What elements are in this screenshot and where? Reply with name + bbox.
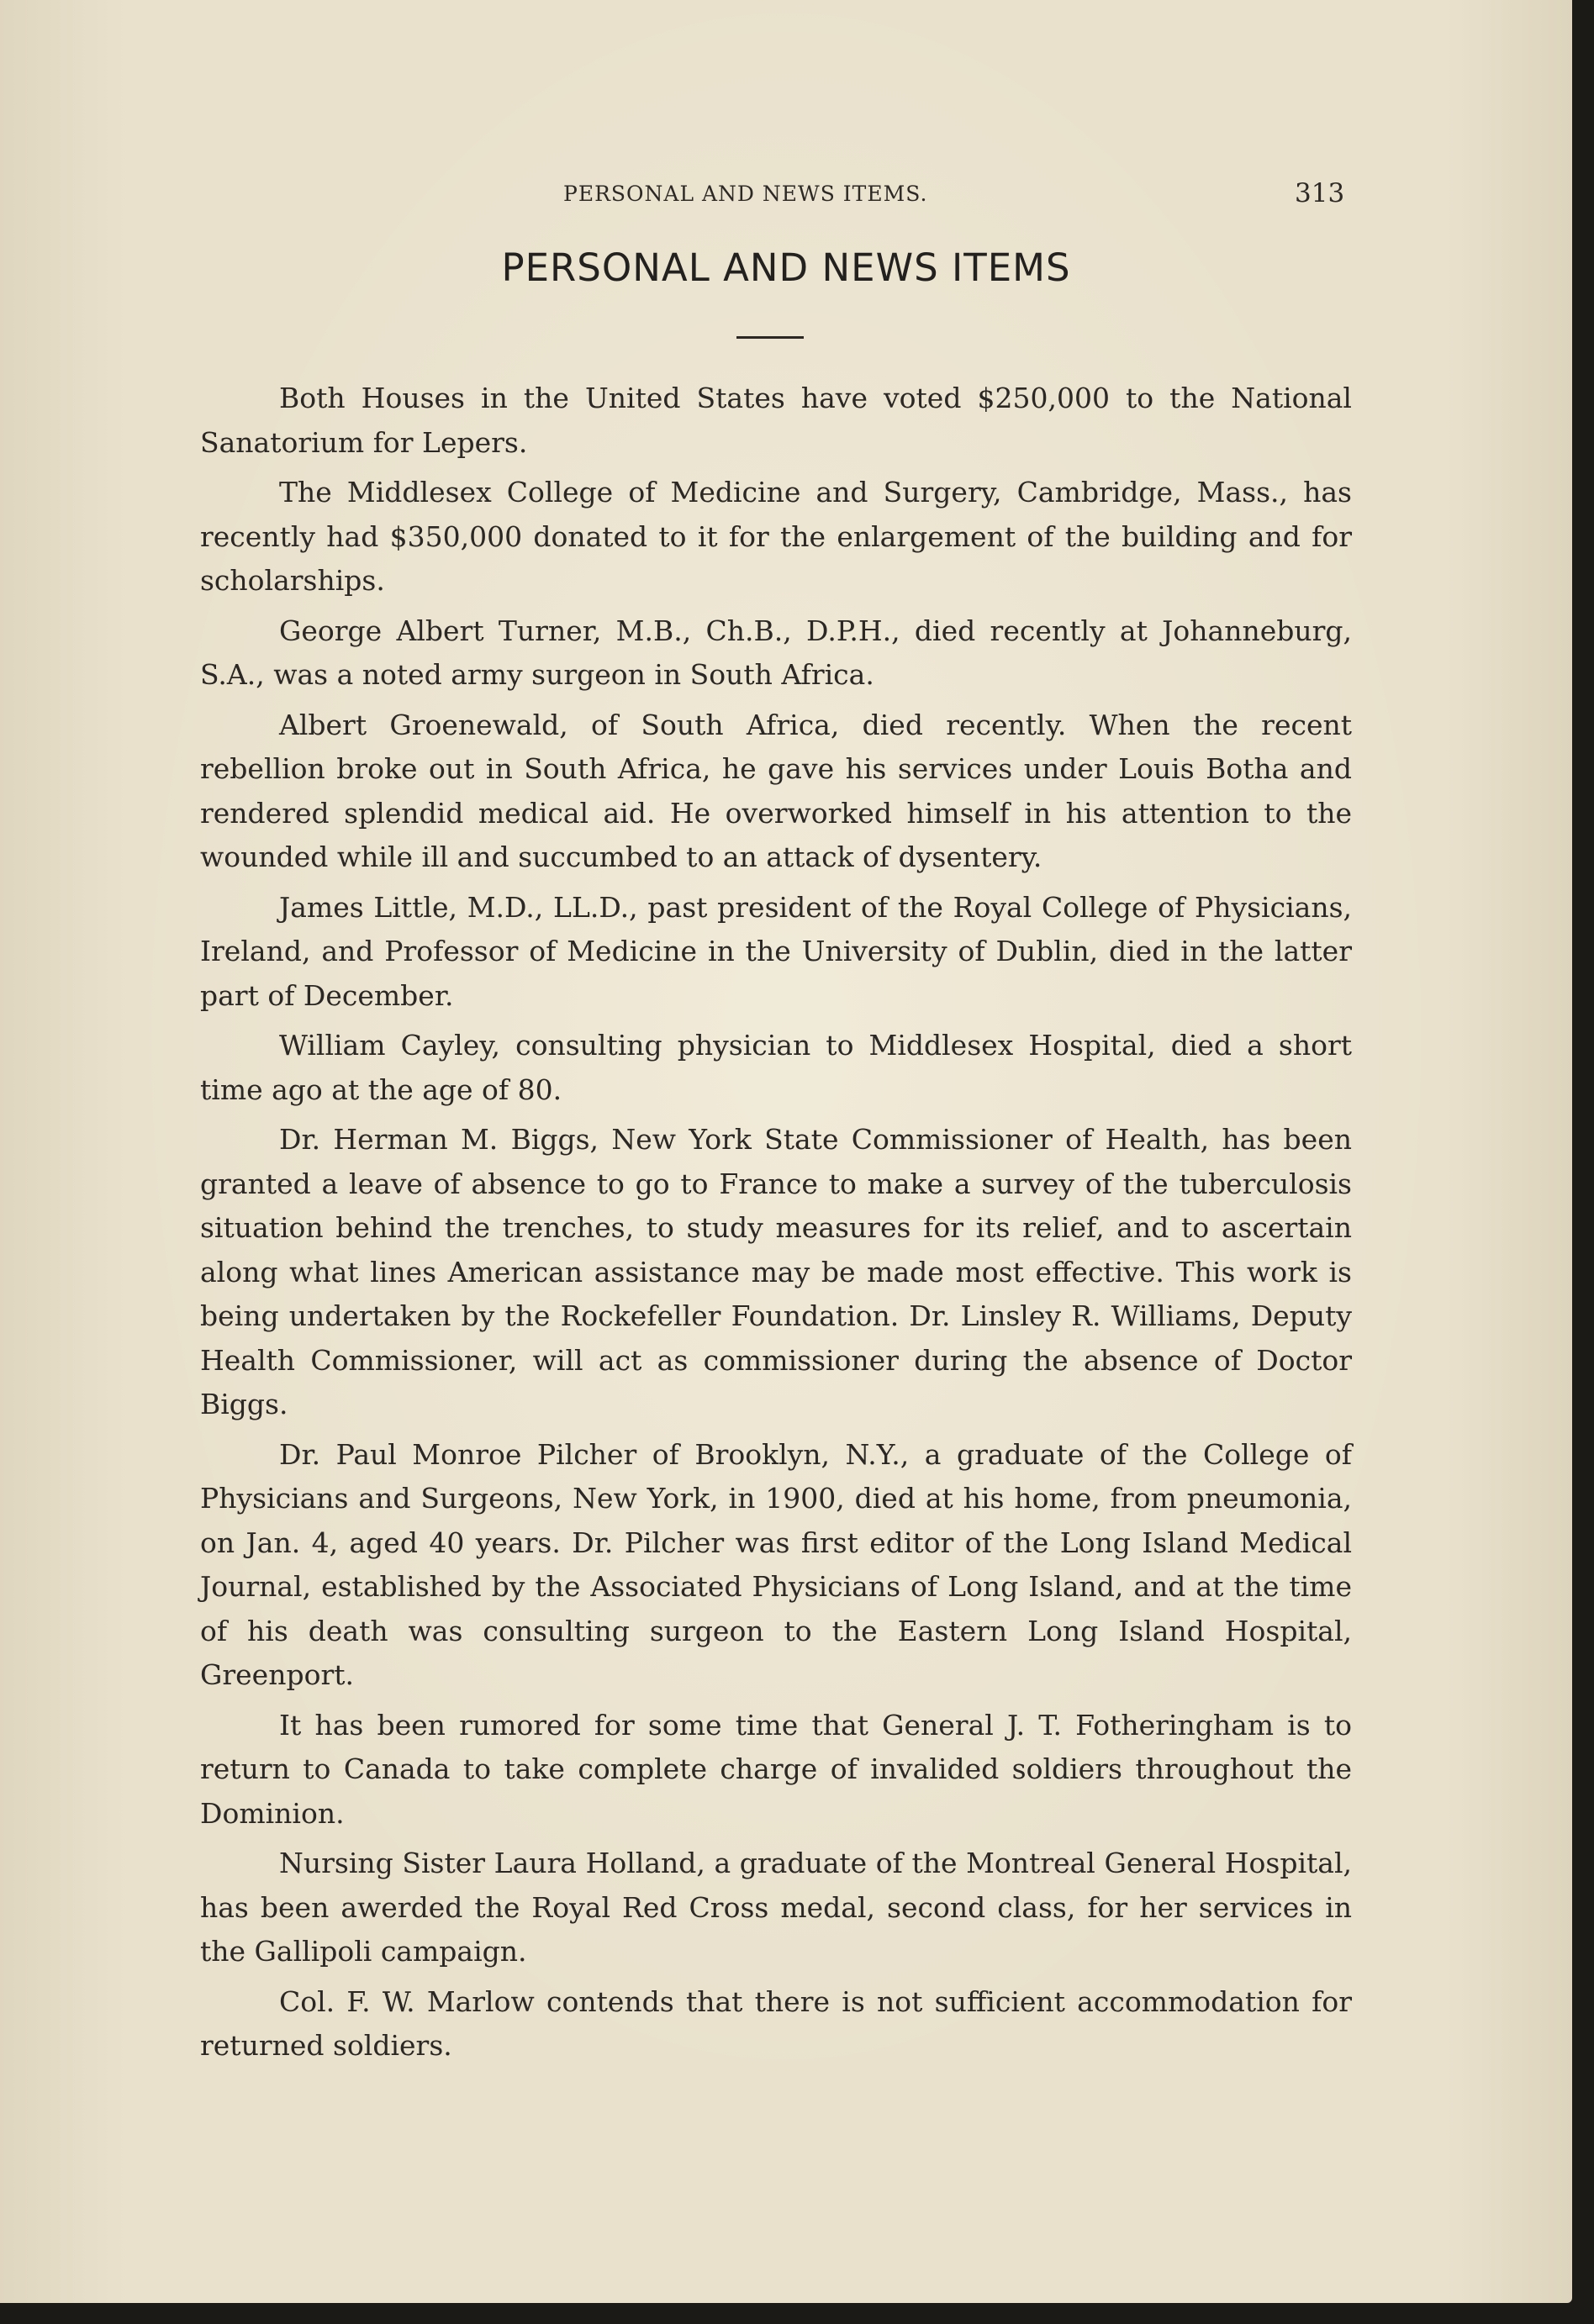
news-item: It has been rumored for some time that General J. T. Fotheringham is to return to Canada to take complete charge of invalided soldiers throughout the Dominion. xyxy=(200,1708,1352,1830)
news-item: George Albert Turner, M.B., Ch.B., D.P.H., died recently at Johanneburg, S.A., was a noted army surgeon in South Africa. xyxy=(200,614,1352,691)
title-rule xyxy=(736,336,804,339)
news-item: Both Houses in the United States have voted $250,000 to the National Sanatorium for Lepers. xyxy=(200,382,1352,459)
news-item: Dr. Paul Monroe Pilcher of Brooklyn, N.Y., a graduate of the College of Physicians and Surgeons, New York, in 1900, died at his home, from pneumonia, on Jan. 4, aged 40 years. Dr. Pilcher was first editor of the Long Island Medical Journal, established by the Associated Physicians of Long Island, and at the time of his death was consulting surgeon to the Eastern Long Island Hospital, Greenport. xyxy=(200,1437,1352,1691)
running-head xyxy=(0,175,1572,217)
news-item: William Cayley, consulting physician to Middlesex Hospital, died a short time ago at the age of 80. xyxy=(200,1029,1352,1106)
section-title: PERSONAL AND NEWS ITEMS xyxy=(501,245,1071,290)
news-item: Dr. Herman M. Biggs, New York State Commissioner of Health, has been granted a leave of absence to go to France to make a survey of the tuberculosis situation behind the trenches, to study measures for its relief, and to ascertain along what lines American assistance may be made most effective. This work is being undertaken by the Rockefeller Foundation. Dr. Linsley R. Williams, Deputy Health Commissioner, will act as commissioner during the absence of Doctor Biggs. xyxy=(200,1123,1352,1420)
news-item: The Middlesex College of Medicine and Surgery, Cambridge, Mass., has recently had $350,000 donated to it for the enlargement of the building and for scholarships. xyxy=(200,476,1352,597)
news-item: Nursing Sister Laura Holland, a graduate of the Montreal General Hospital, has been awerded the Royal Red Cross medal, second class, for her services in the Gallipoli campaign. xyxy=(200,1847,1352,1968)
news-item: Albert Groenewald, of South Africa, died recently. When the recent rebellion broke out in South Africa, he gave his services under Louis Botha and rendered splendid medical aid. He overworked himself in his attention to the wounded while ill and succumbed to an attack of dysentery. xyxy=(200,708,1352,873)
running-title: PERSONAL AND NEWS ITEMS. xyxy=(563,182,928,206)
news-item: Col. F. W. Marlow contends that there is not sufficient accommodation for returned soldiers. xyxy=(200,1984,1352,2062)
news-item: James Little, M.D., LL.D., past president of the Royal College of Physicians, Ireland, and Professor of Medicine in the University of Dublin, died in the latter part of December. xyxy=(200,890,1352,1012)
page-number: 313 xyxy=(1295,178,1345,208)
article-body xyxy=(200,377,1352,2074)
